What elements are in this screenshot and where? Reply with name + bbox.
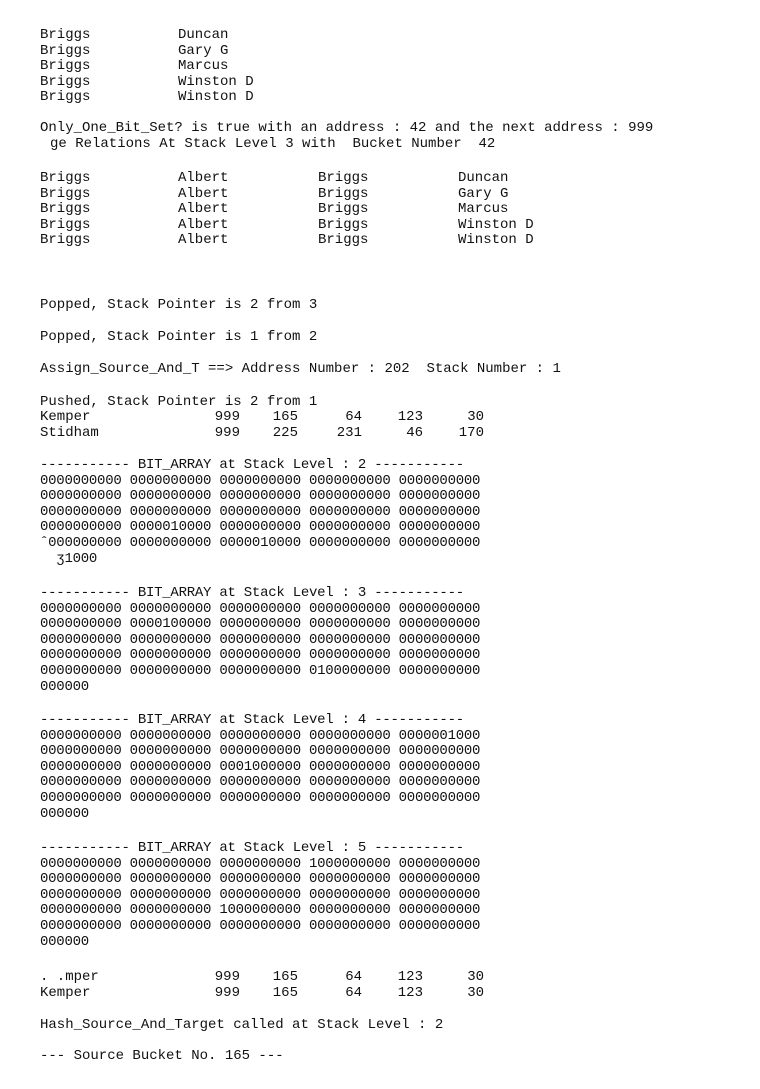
bit-array-line: 0000000000 0000000000 1000000000 0000000000 0000000000: [40, 902, 481, 919]
bit-array-line: 0000000000 0000000000 0000000000 0000000000 0000000000: [40, 871, 481, 888]
bit-array-line: 0000000000 0000000000 0000000000 0000000000 0000000000: [40, 631, 481, 648]
bit-array-line: 0000000000 0000000000 0000000000 0000000000 0000000000: [40, 503, 481, 520]
bit-array-line: 0000000000 0000000000 0000000000 0100000000 0000000000: [40, 662, 481, 679]
bit-array-line: 0000000000 0000000000 0000000000 0000000000 0000000000: [40, 774, 481, 791]
bit-array-line: ʒ1000: [40, 550, 98, 567]
merge-relations-message: ge Relations At Stack Level 3 with Bucket Number 42: [50, 136, 496, 152]
bit-array-line: ˆ000000000 0000000000 0000010000 0000000000 0000000000: [40, 534, 481, 551]
bit-array-level-4: [40, 713, 480, 822]
bit-array-line: 0000000000 0000000000 0001000000 0000000000 0000000000: [40, 758, 481, 775]
hash-source-message: Hash_Source_And_Target called at Stack Level : 2: [40, 1017, 444, 1033]
source-bucket-message: --- Source Bucket No. 165 ---: [40, 1048, 284, 1064]
popped-message-2: Popped, Stack Pointer is 1 from 2: [40, 329, 318, 345]
popped-message-1: Popped, Stack Pointer is 2 from 3: [40, 297, 318, 313]
pushed-message: Pushed, Stack Pointer is 2 from 1: [40, 394, 318, 410]
bit-array-line: 0000000000 0000000000 0000000000 0000000000 0000000000: [40, 488, 481, 505]
bit-array-line: 0000000000 0000000000 0000000000 0000000000 0000000000: [40, 647, 481, 664]
bit-array-line: 0000000000 0000000000 0000000000 1000000000 0000000000: [40, 855, 481, 872]
bit-array-level-5: [40, 841, 480, 950]
bit-array-line: 0000000000 0000010000 0000000000 0000000000 0000000000: [40, 519, 481, 536]
only-one-bit-message: Only_One_Bit_Set? is true with an address : 42 and the next address : 999: [40, 120, 654, 136]
bit-array-line: 0000000000 0000000000 0000000000 0000000000 0000000000: [40, 789, 481, 806]
bit-array-line: 000000: [40, 933, 89, 950]
bit-array-line: 0000000000 0000000000 0000000000 0000000000 0000000000: [40, 886, 481, 903]
bit-array-header: ----------- BIT_ARRAY at Stack Level : 2 -----------: [40, 457, 464, 473]
bit-array-header: ----------- BIT_ARRAY at Stack Level : 4 -----------: [40, 712, 464, 728]
bit-array-line: 0000000000 0000000000 0000000000 0000000000 0000001000: [40, 727, 481, 744]
bit-array-line: 0000000000 0000000000 0000000000 0000000000 0000000000: [40, 917, 481, 934]
bit-array-line: 000000: [40, 805, 89, 822]
bit-array-line: 0000000000 0000000000 0000000000 0000000000 0000000000: [40, 472, 481, 489]
bit-array-line: 0000000000 0000000000 0000000000 0000000000 0000000000: [40, 743, 481, 760]
bit-array-line: 000000: [40, 678, 89, 695]
bit-array-header: ----------- BIT_ARRAY at Stack Level : 3 -----------: [40, 585, 464, 601]
assign-source-message: Assign_Source_And_T ==> Address Number : 202 Stack Number : 1: [40, 361, 561, 377]
printout-page: Briggs Duncan Briggs Gary G Briggs Marcus Briggs Winston D Briggs Winston D Only_One_Bit_Set? is true with an address : 42 and the next address : 999 ge Relations At Stack Level 3 with Bucket Number 42 Briggs Albert Briggs Duncan Briggs Albert Briggs Gary G Briggs Albert Briggs Marcus Briggs Albert Briggs Winston D Briggs Albert Briggs Winston D Popped, Stack Pointer is 2 from 3 Popped, Stack Pointer is 1 from 2 Assign_Source_And_T ==> Address Number : 202 Stack Number : 1 Pushed, Stack Pointer is 2 from 1 Kemper 999 165 64 123 30 Stidham 999 225 231 46 170 ----------- BIT_ARRAY at Stack Level : 2 ----------- 0000000000 0000000000 0000000000 0000000000 0000000000 0000000000 0000000000 0000000000 0000000000 0000000000 0000000000 0000000000 0000000000 0000000000 0000000000 0000000000 0000010000 0000000000 0000000000 0000000000 ˆ000000000 0000000000 0000010000 0000000000 0000000000 ʒ1000 ----------- BIT_ARRAY at Stack Level : 3 ----------- 0000000000 0000000000 0000000000 0000000000 0000000000 0000000000 0000100000 0000000000 0000000000 0000000000 0000000000 0000000000 0000000000 0000000000 0000000000 0000000000 0000000000 0000000000 0000000000 0000000000 0000000000 0000000000 0000000000 0100000000 0000000000 000000 ----------- BIT_ARRAY at Stack Level : 4 ----------- 0000000000 0000000000 0000000000 0000000000 0000001000 0000000000 0000000000 0000000000 0000000000 0000000000 0000000000 0000000000 0001000000 0000000000 0000000000 0000000000 0000000000 0000000000 0000000000 0000000000 0000000000 0000000000 0000000000 0000000000 0000000000 000000 ----------- BIT_ARRAY at Stack Level : 5 ----------- 0000000000 0000000000 0000000000 1000000000 0000000000 0000000000 0000000000 0000000000 0000000000 0000000000 0000000000 0000000000 0000000000 0000000000 0000000000 0000000000 0000000000 1000000000 0000000000 0000000000 0000000000 0000000000 0000000000 0000000000 0000000000 000000 . .mper 999 165 64 123 30 Kemper 999 165 64 123 30 Hash_Source_And_Target called at Stack Level : 2 --- Source Bucket No. 165 ---: [40, 27, 654, 1064]
bit-array-line: 0000000000 0000000000 0000000000 0000000000 0000000000: [40, 600, 481, 617]
bit-array-level-3: [40, 586, 480, 695]
bit-array-level-2: [40, 458, 480, 567]
bit-array-line: 0000000000 0000100000 0000000000 0000000000 0000000000: [40, 616, 481, 633]
bit-array-header: ----------- BIT_ARRAY at Stack Level : 5 -----------: [40, 840, 464, 856]
